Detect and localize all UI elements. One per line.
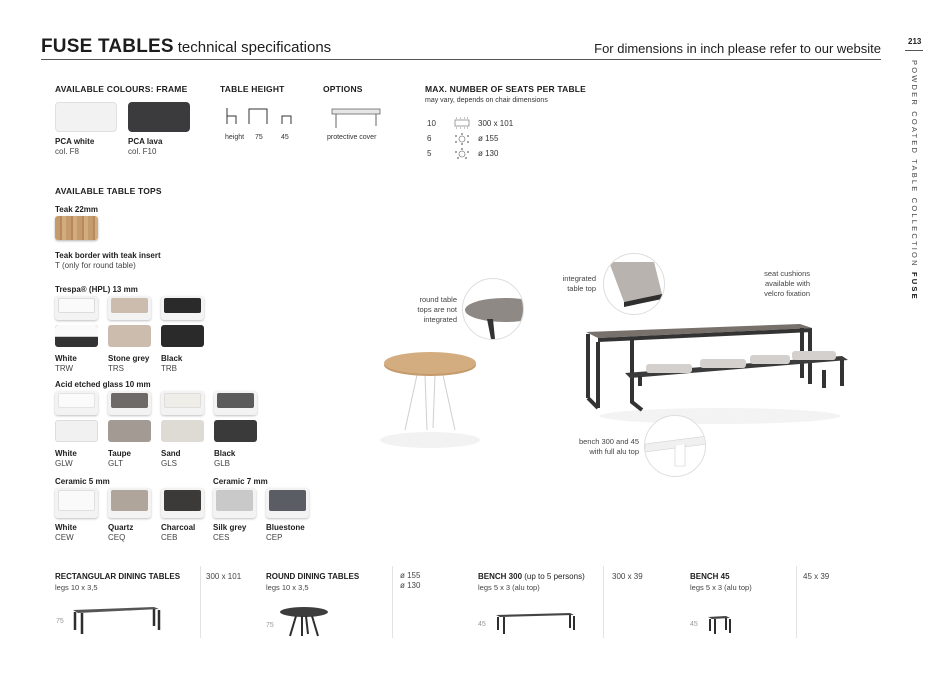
footer-bench300-height: 45 xyxy=(478,621,486,628)
ceramic-silk-name: Silk grey xyxy=(213,523,247,532)
trespa-black-tile xyxy=(161,296,204,320)
footer-bench300-title: BENCH 300 xyxy=(478,572,523,581)
ceramic-bluestone-code: CEP xyxy=(266,533,283,542)
trespa-label: Trespa® (HPL) 13 mm xyxy=(55,285,138,294)
seat-cushions-line-1: seat cushions xyxy=(764,269,810,278)
footer-round-size-2: ø 130 xyxy=(400,581,421,590)
footer-rect-height: 75 xyxy=(56,618,64,625)
glass-taupe-code: GLT xyxy=(108,459,123,468)
rectangular-table-bench-illustration xyxy=(580,318,850,428)
bench-line-1: bench 300 and 45 xyxy=(578,437,639,446)
footer-rect-legs: legs 10 x 3,5 xyxy=(55,583,98,592)
collection-label-bold: FUSE xyxy=(910,272,919,301)
round-tops-line-2: tops are not xyxy=(417,305,457,314)
title-bold: FUSE TABLES xyxy=(41,36,174,57)
collection-label-light: POWDER COATED TABLE COLLECTION xyxy=(910,60,919,268)
round-top-detail xyxy=(463,279,524,340)
footer-bench300-size: 300 x 39 xyxy=(612,572,643,581)
table-tops-heading: AVAILABLE TABLE TOPS xyxy=(55,186,162,196)
trespa-black-chip xyxy=(161,325,204,347)
frame-swatch-lava xyxy=(128,102,190,132)
glass-taupe-chip xyxy=(108,420,151,442)
seat-cushions-line-2: available with xyxy=(764,279,810,288)
frame-code-white: col. F8 xyxy=(55,147,80,156)
bench45-thumb xyxy=(706,613,732,635)
footer-bench45-size: 45 x 39 xyxy=(803,572,830,581)
glass-sand-name: Sand xyxy=(161,449,181,458)
frame-name-white: PCA white xyxy=(55,137,95,146)
round-tops-line-3: integrated xyxy=(423,315,457,324)
integrated-top-detail-circle xyxy=(603,253,665,315)
tall-table-icon xyxy=(249,109,267,124)
footer-bench45-height: 45 xyxy=(690,621,698,628)
round-table-illustration xyxy=(375,350,485,450)
dimensions-note: For dimensions in inch please refer to our website xyxy=(594,41,881,56)
bench-line-2: with full alu top xyxy=(589,447,639,456)
bench300-thumb xyxy=(494,610,576,634)
trespa-black-code: TRB xyxy=(161,364,177,373)
round-seating-icon-130 xyxy=(455,148,469,159)
integrated-top-line-2: table top xyxy=(567,284,596,293)
glass-black-code: GLB xyxy=(214,459,231,468)
rect-seating-icon xyxy=(455,118,469,128)
frame-name-lava: PCA lava xyxy=(128,137,163,146)
collection-label xyxy=(905,60,919,301)
header-rule xyxy=(41,59,881,60)
page-number-rule xyxy=(905,50,923,51)
bench-annotation xyxy=(564,437,639,457)
trespa-white-tile xyxy=(55,296,98,320)
seats-heading: MAX. NUMBER OF SEATS PER TABLE xyxy=(425,84,587,94)
glass-white-name: White xyxy=(55,449,77,458)
trespa-white-name: White xyxy=(55,354,77,363)
seats-size-3: ø 130 xyxy=(478,149,499,158)
page-title xyxy=(41,36,331,58)
height-75: 75 xyxy=(255,134,263,141)
glass-taupe-name: Taupe xyxy=(108,449,131,458)
footer-bench45-title: BENCH 45 xyxy=(690,572,730,581)
glass-black-tile xyxy=(214,391,257,415)
seats-size-2: ø 155 xyxy=(478,134,499,143)
round-table-thumb xyxy=(278,606,330,638)
ceramic-quartz-code: CEQ xyxy=(108,533,126,542)
footer-divider-4 xyxy=(796,566,797,638)
seats-size-1: 300 x 101 xyxy=(478,119,514,128)
height-45: 45 xyxy=(281,134,289,141)
trespa-white-code: TRW xyxy=(55,364,74,373)
footer-divider-2 xyxy=(392,566,393,638)
round-tops-line-1: round table xyxy=(419,295,457,304)
ceramic7-label: Ceramic 7 mm xyxy=(213,477,268,486)
ceramic-quartz-tile xyxy=(108,488,151,518)
round-top-detail-circle xyxy=(462,278,524,340)
ceramic-white-tile xyxy=(55,488,98,518)
ceramic-quartz-name: Quartz xyxy=(108,523,134,532)
glass-taupe-tile xyxy=(108,391,151,415)
rect-table-thumb xyxy=(70,604,162,634)
ceramic-bluestone-tile xyxy=(266,488,309,518)
glass-black-chip xyxy=(214,420,257,442)
integrated-top-detail xyxy=(604,254,665,315)
frame-colours-heading: AVAILABLE COLOURS: FRAME xyxy=(55,84,188,94)
title-light: technical specifications xyxy=(177,39,332,56)
trespa-white-chip xyxy=(55,325,98,347)
glass-white-code: GLW xyxy=(55,459,73,468)
footer-divider-3 xyxy=(603,566,604,638)
footer-rect-size: 300 x 101 xyxy=(206,572,242,581)
footer-bench300-suffix: (up to 5 persons) xyxy=(524,572,585,581)
ceramic-silk-tile xyxy=(213,488,256,518)
footer-round-title: ROUND DINING TABLES xyxy=(266,572,360,581)
integrated-top-annotation xyxy=(548,274,596,294)
seat-cushions-annotation xyxy=(748,269,810,299)
protective-cover-icon xyxy=(330,106,382,130)
frame-code-lava: col. F10 xyxy=(128,147,157,156)
teak-label: Teak 22mm xyxy=(55,205,98,214)
round-seating-icon-155 xyxy=(455,133,469,145)
ceramic-charcoal-code: CEB xyxy=(161,533,178,542)
height-label: height xyxy=(225,134,245,141)
footer-bench300-title-row xyxy=(478,572,585,581)
seats-count-2: 6 xyxy=(427,134,432,143)
footer-bench45-legs: legs 5 x 3 (alu top) xyxy=(690,583,752,592)
bench-detail-circle xyxy=(644,415,706,477)
chair-icon xyxy=(227,108,236,124)
integrated-top-line-1: integrated xyxy=(562,274,596,283)
glass-white-tile xyxy=(55,391,98,415)
footer-round-legs: legs 10 x 3,5 xyxy=(266,583,309,592)
table-height-heading: TABLE HEIGHT xyxy=(220,84,285,94)
ceramic-white-name: White xyxy=(55,523,77,532)
trespa-stone-code: TRS xyxy=(108,364,124,373)
height-icons xyxy=(224,106,304,126)
bench-detail xyxy=(645,416,706,477)
footer-bench300-legs: legs 5 x 3 (alu top) xyxy=(478,583,540,592)
seats-count-3: 5 xyxy=(427,149,432,158)
frame-swatch-white xyxy=(55,102,117,132)
trespa-stone-tile xyxy=(108,296,151,320)
trespa-black-name: Black xyxy=(161,354,183,363)
glass-white-chip xyxy=(55,420,98,442)
low-table-icon xyxy=(282,116,291,124)
ceramic-charcoal-name: Charcoal xyxy=(161,523,196,532)
trespa-stone-chip xyxy=(108,325,151,347)
glass-black-name: Black xyxy=(214,449,236,458)
option-protective-cover: protective cover xyxy=(327,134,377,141)
ceramic-silk-code: CES xyxy=(213,533,230,542)
teak-border-label: Teak border with teak insert xyxy=(55,251,161,260)
glass-sand-chip xyxy=(161,420,204,442)
ceramic-white-code: CEW xyxy=(55,533,74,542)
glass-label: Acid etched glass 10 mm xyxy=(55,380,151,389)
footer-rect-title: RECTANGULAR DINING TABLES xyxy=(55,572,181,581)
footer-divider-1 xyxy=(200,566,201,638)
trespa-stone-name: Stone grey xyxy=(108,354,150,363)
ceramic-charcoal-tile xyxy=(161,488,204,518)
seating-icons xyxy=(452,117,472,162)
seats-count-1: 10 xyxy=(427,119,436,128)
ceramic5-label: Ceramic 5 mm xyxy=(55,477,110,486)
seats-note: may vary, depends on chair dimensions xyxy=(425,97,548,104)
round-tops-annotation xyxy=(405,295,457,325)
teak-swatch xyxy=(55,216,98,240)
ceramic-bluestone-name: Bluestone xyxy=(266,523,305,532)
seat-cushions-line-3: velcro fixation xyxy=(764,289,810,298)
footer-round-height: 75 xyxy=(266,622,274,629)
glass-sand-code: GLS xyxy=(161,459,178,468)
footer-round-size-1: ø 155 xyxy=(400,571,421,580)
glass-sand-tile xyxy=(161,391,204,415)
page-number: 213 xyxy=(908,37,922,46)
teak-border-note: T (only for round table) xyxy=(55,261,136,270)
options-heading: OPTIONS xyxy=(323,84,363,94)
